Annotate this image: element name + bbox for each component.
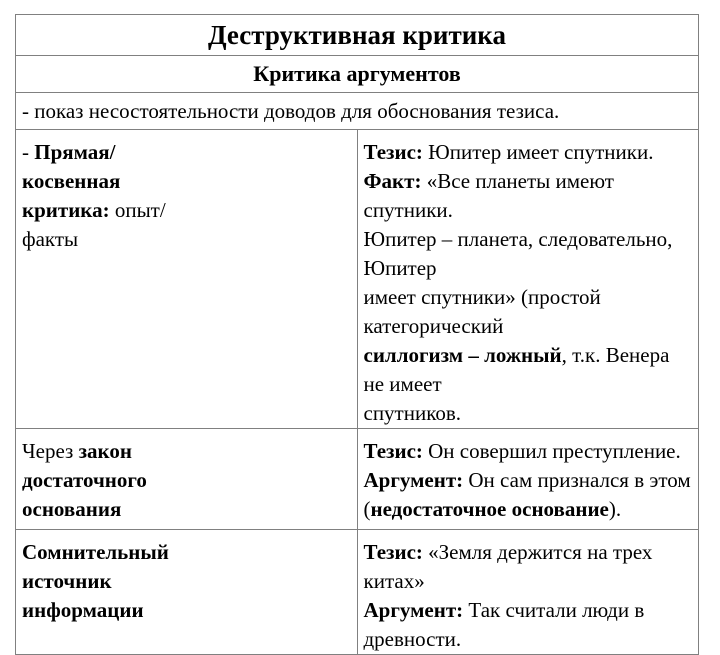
table-title: Деструктивная критика (16, 15, 699, 56)
table-row (16, 429, 699, 530)
content-line: Факт: «Все планеты имеют спутники. (363, 169, 614, 222)
content-line: Тезис: Он совершил преступление. (363, 439, 681, 463)
label-line: достаточного (22, 468, 147, 492)
table-description: - показ несостоятельности доводов для обоснования тезиса. (16, 93, 699, 130)
table-row (16, 130, 699, 429)
row-content (357, 530, 699, 655)
row-label (16, 530, 358, 655)
content-line: спутников. (363, 401, 462, 425)
content-line: Аргумент: Так считали люди в древности. (363, 598, 645, 651)
content-line: Аргумент: Он сам признался в этом (363, 468, 691, 492)
content-line: (недостаточное основание). (363, 497, 622, 521)
label-line: факты (22, 227, 79, 251)
row-label (16, 429, 358, 530)
label-line: основания (22, 497, 122, 521)
row-content (357, 130, 699, 429)
content-line: силлогизм – ложный, т.к. Венера не имеет (363, 343, 670, 396)
label-line: Сомнительный (22, 540, 169, 564)
label-line: источник (22, 569, 112, 593)
table-subtitle: Критика аргументов (16, 56, 699, 93)
critique-table (15, 14, 699, 655)
content-line: Тезис: «Земля держится на трех китах» (363, 540, 653, 593)
content-line: Юпитер – планета, следовательно, Юпитер (363, 227, 673, 280)
content-line: Тезис: Юпитер имеет спутники. (363, 140, 654, 164)
content-line: имеет спутники» (простой категорический (363, 285, 601, 338)
row-content (357, 429, 699, 530)
label-line: критика: опыт/ (22, 198, 166, 222)
table-row (16, 530, 699, 655)
label-line: Через закон (22, 439, 132, 463)
row-label (16, 130, 358, 429)
label-line: косвенная (22, 169, 121, 193)
label-line: информации (22, 598, 144, 622)
label-line: - Прямая/ (22, 140, 116, 164)
